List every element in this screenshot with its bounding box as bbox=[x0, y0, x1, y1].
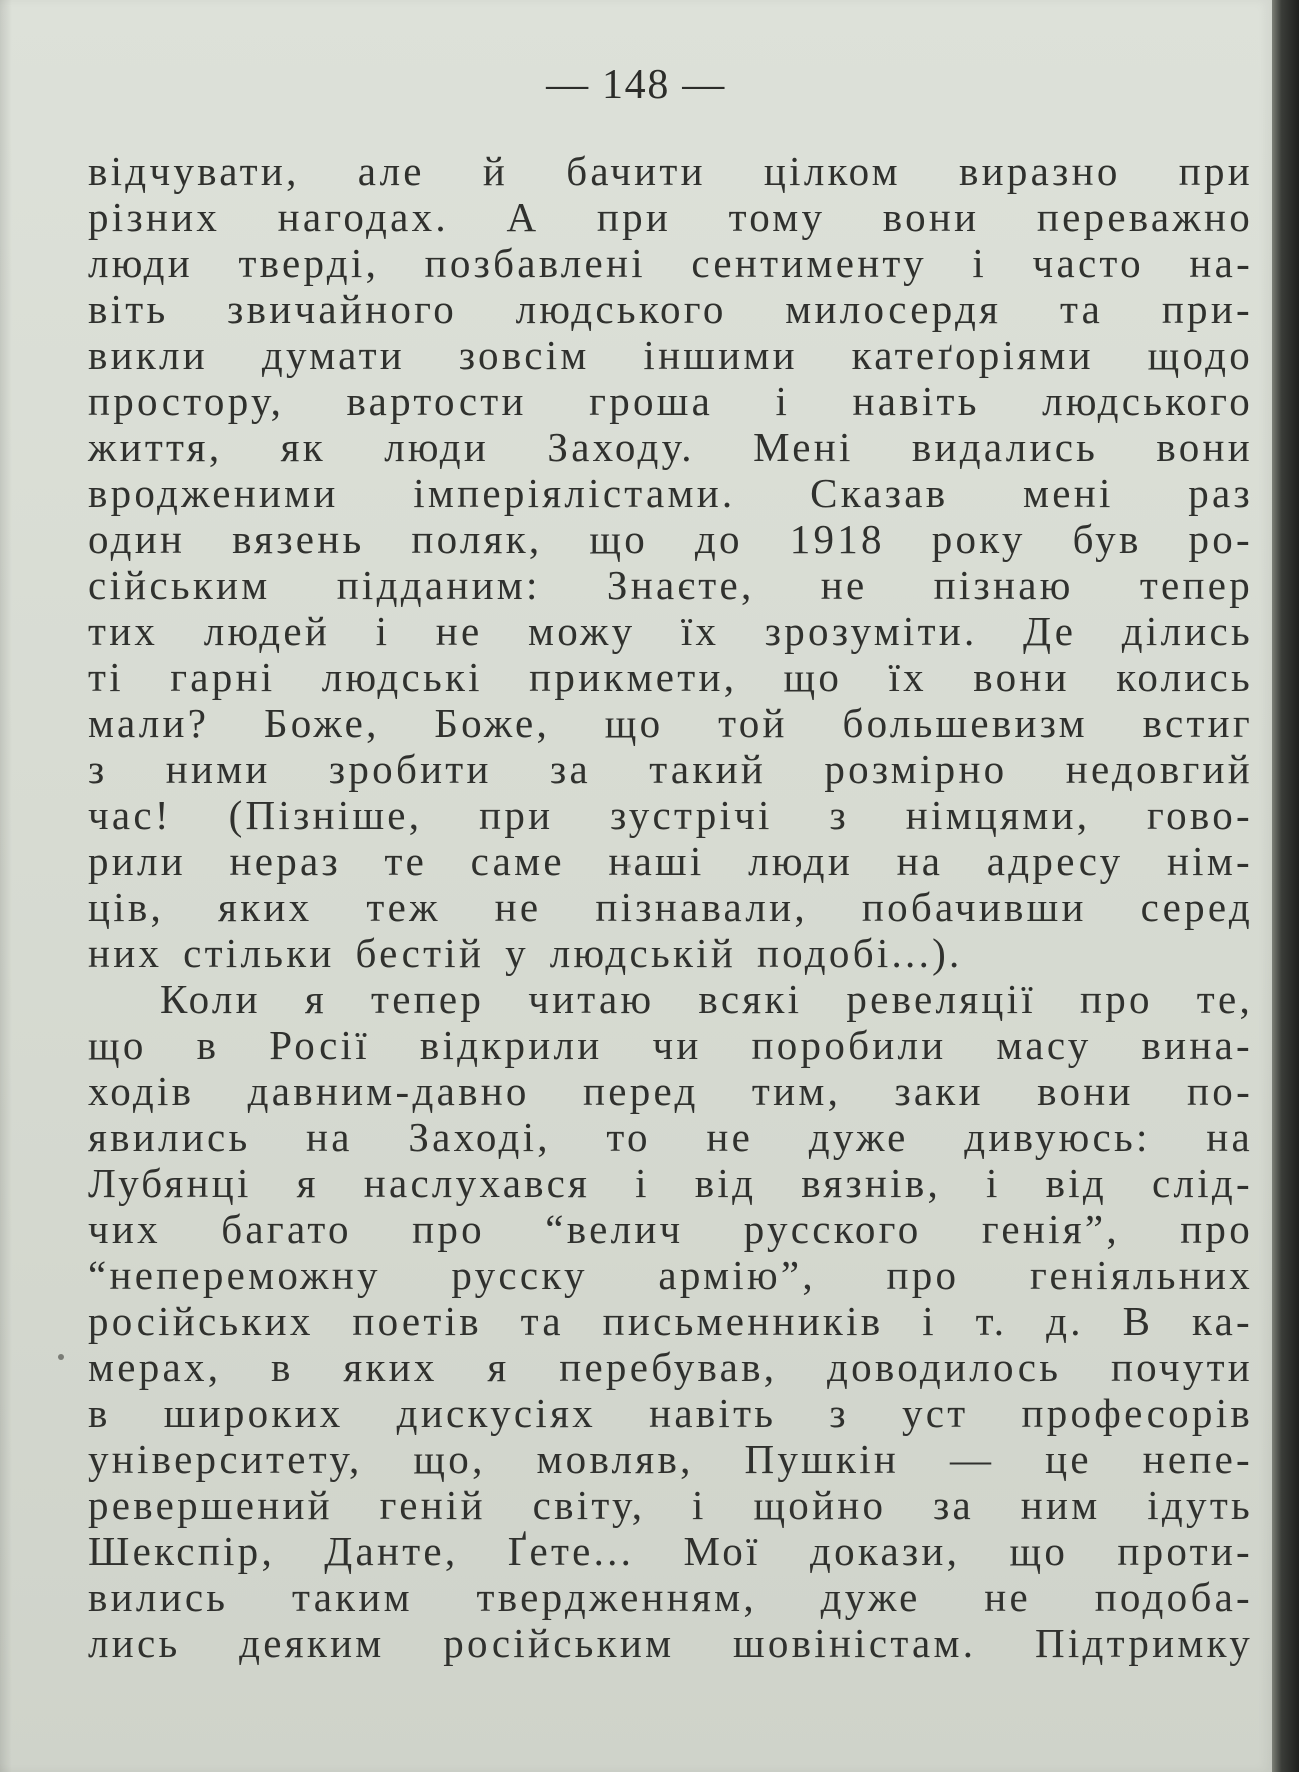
text-line: мали? Боже, Боже, що той большевизм встиг bbox=[88, 700, 1253, 746]
text-line: що в Росії відкрили чи поробили масу вина- bbox=[88, 1022, 1253, 1068]
text-line: тих людей і не можу їх зрозуміти. Де ділись bbox=[88, 608, 1253, 654]
text-line: Лубянці я наслухався і від вязнів, і від слід- bbox=[88, 1160, 1253, 1206]
text-line: в широких дискусіях навіть з уст професорів bbox=[88, 1390, 1253, 1436]
text-line: російських поетів та письменників і т. д. В ка- bbox=[88, 1298, 1253, 1344]
text-line: з ними зробити за такий розмірно недовгий bbox=[88, 746, 1253, 792]
text-line: університету, що, мовляв, Пушкін — це непе- bbox=[88, 1436, 1253, 1482]
text-line: сійським підданим: Знаєте, не пізнаю тепер bbox=[88, 562, 1253, 608]
text-line: чих багато про “велич русского генія”, про bbox=[88, 1206, 1253, 1252]
text-line: викли думати зовсім іншими катеґоріями щодо bbox=[88, 332, 1253, 378]
body-text bbox=[88, 148, 1253, 1666]
text-line: ревершений геній світу, і щойно за ним ідуть bbox=[88, 1482, 1253, 1528]
ink-speck bbox=[627, 864, 631, 868]
text-line: ходів давним-давно перед тим, заки вони по- bbox=[88, 1068, 1253, 1114]
page-number-header: — 148 — bbox=[546, 62, 726, 108]
page-spine-shadow bbox=[0, 0, 12, 1772]
text-line: ців, яких теж не пізнавали, побачивши серед bbox=[88, 884, 1253, 930]
text-line: час! (Пізніше, при зустрічі з німцями, гово- bbox=[88, 792, 1253, 838]
text-line: один вязень поляк, що до 1918 року був ро- bbox=[88, 516, 1253, 562]
text-line: різних нагодах. А при тому вони переважно bbox=[88, 194, 1253, 240]
text-line: ті гарні людські прикмети, що їх вони колись bbox=[88, 654, 1253, 700]
margin-dot bbox=[58, 1354, 64, 1360]
text-line: життя, як люди Заходу. Мені видались вони bbox=[88, 424, 1253, 470]
text-line: явились на Заході, то не дуже дивуюсь: на bbox=[88, 1114, 1253, 1160]
text-line: простору, вартости гроша і навіть людського bbox=[88, 378, 1253, 424]
text-line: “непереможну русску армію”, про геніяльних bbox=[88, 1252, 1253, 1298]
text-line: Коли я тепер читаю всякі ревеляції про те, bbox=[160, 976, 1253, 1022]
text-line: рили нераз те саме наші люди на адресу нім- bbox=[88, 838, 1253, 884]
text-line: люди тверді, позбавлені сентименту і часто на- bbox=[88, 240, 1253, 286]
text-line: мерах, в яких я перебував, доводилось почути bbox=[88, 1344, 1253, 1390]
text-line: них стільки бестій у людській подобі...). bbox=[88, 930, 963, 976]
text-line: віть звичайного людського милосердя та при- bbox=[88, 286, 1253, 332]
text-line: вились таким твердженням, дуже не подоба- bbox=[88, 1574, 1253, 1620]
text-line: вродженими імперіялістами. Сказав мені раз bbox=[88, 470, 1253, 516]
text-line: лись деяким російським шовіністам. Підтримку bbox=[88, 1620, 1253, 1666]
text-line: відчувати, але й бачити цілком виразно при bbox=[88, 148, 1253, 194]
text-line: Шекспір, Данте, Ґете... Мої докази, що проти- bbox=[88, 1528, 1253, 1574]
page-edge-shadow bbox=[1272, 0, 1299, 1772]
